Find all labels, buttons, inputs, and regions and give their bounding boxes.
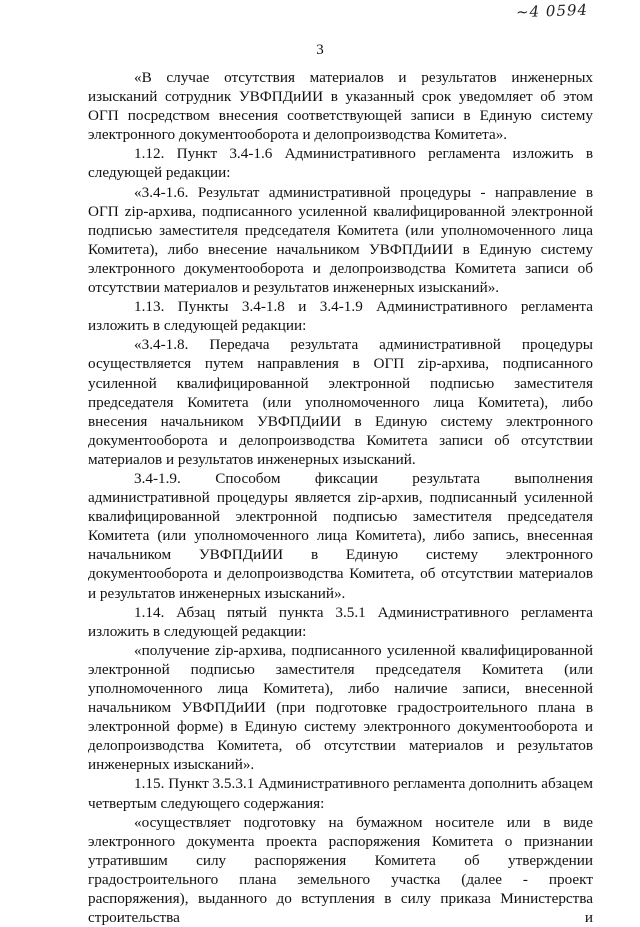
paragraph-quote-zip-archive: «получение zip-архива, подписанного усиленной квалифицированной электронной подписью заместителя председателя Комитета (или уполномоченного лица Комитета), либо наличие записи, внесенной начальником УВФПДиИИ (при подготовке градостроительного плана в электронной форме) в Единую систему электронного документооборота и делопроизводства Комитета, об отсутствии материалов и результатов инженерных изысканий».: [88, 641, 593, 774]
page-number: 3: [316, 42, 324, 58]
paragraph-quote-draft-order: «осуществляет подготовку на бумажном носителе или в виде электронного документа проекта распоряжения Комитета о признании утратившим силу распоряжения Комитета об утверждении градостроительного плана земельного участка (далее - проект распоряжения), выданного до вступления в силу приказа Министерства строительства и: [88, 813, 593, 927]
paragraph-item-1-14: 1.14. Абзац пятый пункта 3.5.1 Административного регламента изложить в следующей редакции:: [88, 603, 593, 640]
paragraph-item-1-13: 1.13. Пункты 3.4-1.8 и 3.4-1.9 Административного регламента изложить в следующей редакции:: [88, 298, 593, 335]
document-body: [88, 68, 593, 927]
paragraph-quote-no-materials: «В случае отсутствия материалов и результатов инженерных изысканий сотрудник УВФПДиИИ в указанный срок уведомляет об этом ОГП посредством внесения соответствующей записи в Единую систему электронного документооборота и делопроизводства Комитета».: [88, 69, 593, 144]
handwritten-note: ~4 0594: [515, 0, 589, 22]
paragraph-item-1-15: 1.15. Пункт 3.5.3.1 Административного регламента дополнить абзацем четвертым следующего содержания:: [88, 775, 593, 812]
paragraph-quote-3-4-1-6: «3.4-1.6. Результат административной процедуры - направление в ОГП zip-архива, подписанного усиленной квалифицированной электронной подписью заместителя председателя Комитета (или уполномоченного лица Комитета), либо внесение начальником УВФПДиИИ в Единую систему электронного документооборота и делопроизводства Комитета записи об отсутствии материалов и результатов инженерных изысканий».: [88, 183, 593, 297]
paragraph-quote-3-4-1-8: «3.4-1.8. Передача результата административной процедуры осуществляется путем направления в ОГП zip-архива, подписанного усиленной квалифицированной электронной подписью заместителя председателя Комитета (или уполномоченного лица Комитета), либо внесения начальником УВФПДиИИ в Единую систему электронного документооборота и делопроизводства Комитета записи об отсутствии материалов и результатов инженерных изысканий.: [88, 336, 593, 468]
paragraph-item-1-12: 1.12. Пункт 3.4-1.6 Административного регламента изложить в следующей редакции:: [88, 145, 593, 182]
paragraph-quote-3-4-1-9: 3.4-1.9. Способом фиксации результата выполнения административной процедуры является zip-архив, подписанный усиленной квалифицированной электронной подписью заместителя председателя Комитета (или уполномоченного лица Комитета), либо запись, внесенная начальником УВФПДиИИ в Единую систему электронного документооборота и делопроизводства Комитета, об отсутствии материалов и результатов инженерных изысканий».: [88, 469, 593, 602]
